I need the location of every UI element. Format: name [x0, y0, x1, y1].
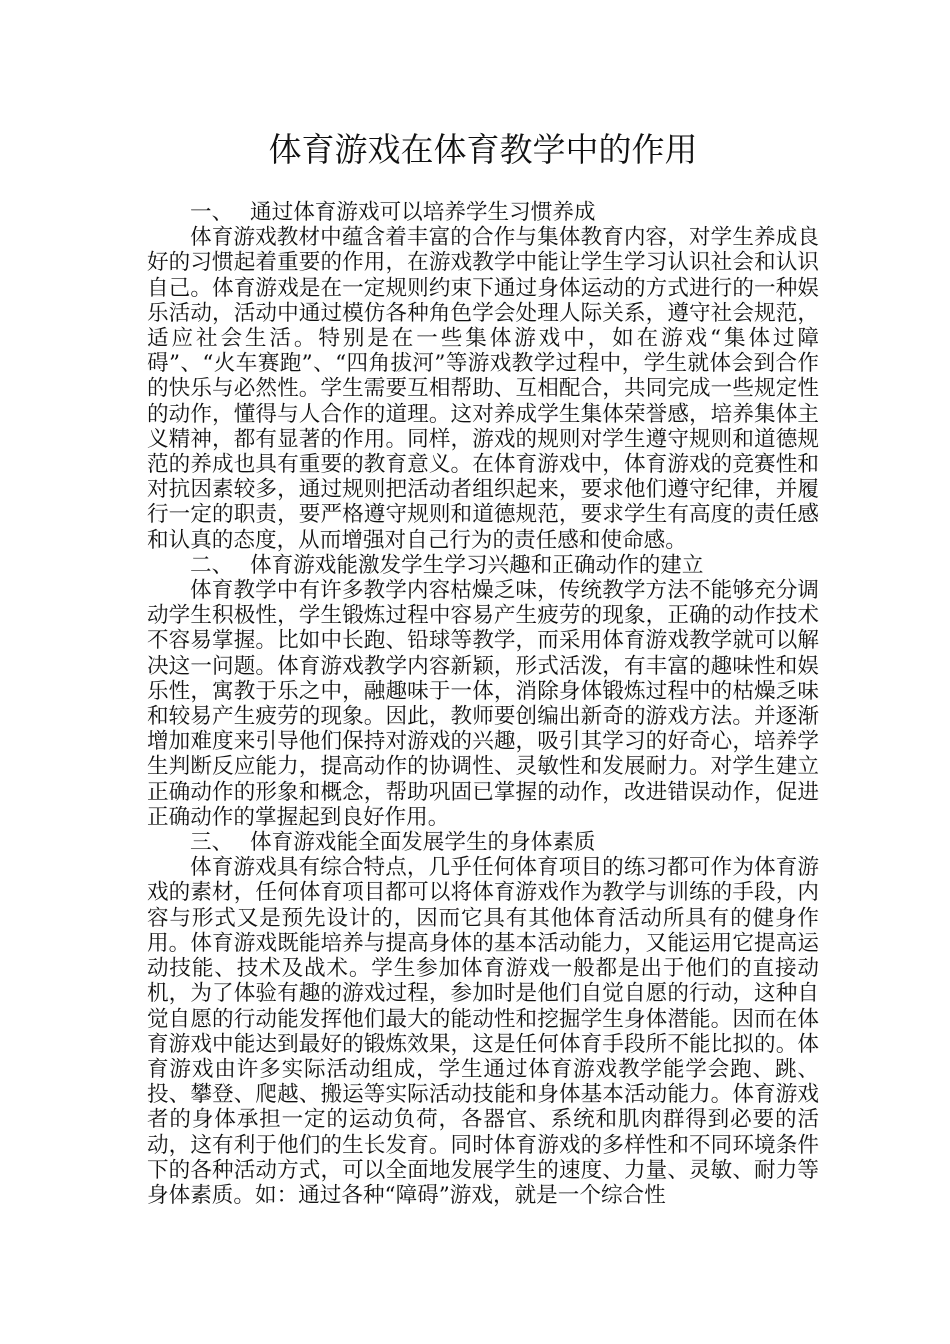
document-title: 体育游戏在体育教学中的作用 [268, 130, 698, 169]
section-heading-1 [147, 200, 819, 225]
section-heading-text-1: 通过体育游戏可以培养学生习惯养成 [250, 200, 596, 225]
section-paragraph-1: 体育游戏教材中蕴含着丰富的合作与集体教育内容，对学生养成良好的习惯起着重要的作用，在游戏教学中能让学生学习认识社会和认识自己。体育游戏是在一定规则约束下通过身体运动的方式进行的一种娱乐活动，活动中通过模仿各种角色学会处理人际关系，遵守社会规范，适应社会生活。特别是在一些集体游戏中，如在游戏“集体过障碍”、“火车赛跑”、“四角拔河”等游戏教学过程中，学生就体会到合作的快乐与必然性。学生需要互相帮助、互相配合，共同完成一些规定性的动作，懂得与人合作的道理。这对养成学生集体荣誉感，培养集体主义精神，都有显著的作用。同样，游戏的规则对学生遵守规则和道德规范的养成也具有重要的教育意义。在体育游戏中，体育游戏的竞赛性和对抗因素较多，通过规则把活动者组织起来，要求他们遵守纪律，并履行一定的职责，要严格遵守规则和道德规范，要求学生有高度的责任感和认真的态度，从而增强对自己行为的责任感和使命感。 [147, 225, 819, 553]
section-heading-text-3: 体育游戏能全面发展学生的身体素质 [250, 830, 596, 856]
section-paragraph-2: 体育教学中有许多教学内容枯燥乏味，传统教学方法不能够充分调动学生积极性，学生锻炼过程中容易产生疲劳的现象，正确的动作技术不容易掌握。比如中长跑、铅球等教学，而采用体育游戏教学就可以解决这一问题。体育游戏教学内容新颖，形式活泼，有丰富的趣味性和娱乐性，寓教于乐之中，融趣味于一体，消除身体锻炼过程中的枯燥乏味和较易产生疲劳的现象。因此，教师要创编出新奇的游戏方法。并逐渐增加难度来引导他们保持对游戏的兴趣，吸引其学习的好奇心，培养学生判断反应能力，提高动作的协调性、灵敏性和发展耐力。对学生建立正确动作的形象和概念，帮助巩固已掌握的动作，改进错误动作，促进正确动作的掌握起到良好作用。 [147, 578, 819, 830]
section-heading-2 [147, 553, 819, 578]
section-number-1: 一、 [190, 200, 234, 225]
document-body [147, 200, 819, 1208]
section-heading-3 [147, 830, 819, 855]
section-number-3: 三、 [190, 830, 234, 856]
section-number-2: 二、 [190, 552, 234, 578]
section-paragraph-3: 体育游戏具有综合特点，几乎任何体育项目的练习都可作为体育游戏的素材，任何体育项目都可以将体育游戏作为教学与训练的手段，内容与形式又是预先设计的，因而它具有其他体育活动所具有的健身作用。体育游戏既能培养与提高身体的基本活动能力，又能运用它提高运动技能、技术及战术。学生参加体育游戏一般都是出于他们的直接动机，为了体验有趣的游戏过程，参加时是他们自觉自愿的行动，这种自觉自愿的行动能发挥他们最大的能动性和挖掘学生身体潜能。因而在体育游戏中能达到最好的锻炼效果，这是任何体育手段所不能比拟的。体育游戏由许多实际活动组成，学生通过体育游戏教学能学会跑、跳、投、攀登、爬越、搬运等实际活动技能和身体基本活动能力。体育游戏者的身体承担一定的运动负荷，各器官、系统和肌肉群得到必要的活动，这有利于他们的生长发育。同时体育游戏的多样性和不同环境条件下的各种活动方式，可以全面地发展学生的速度、力量、灵敏、耐力等身体素质。如：通过各种“障碍”游戏，就是一个综合性 [147, 855, 819, 1208]
section-heading-text-2: 体育游戏能激发学生学习兴趣和正确动作的建立 [250, 552, 704, 578]
document-page [147, 118, 819, 1208]
